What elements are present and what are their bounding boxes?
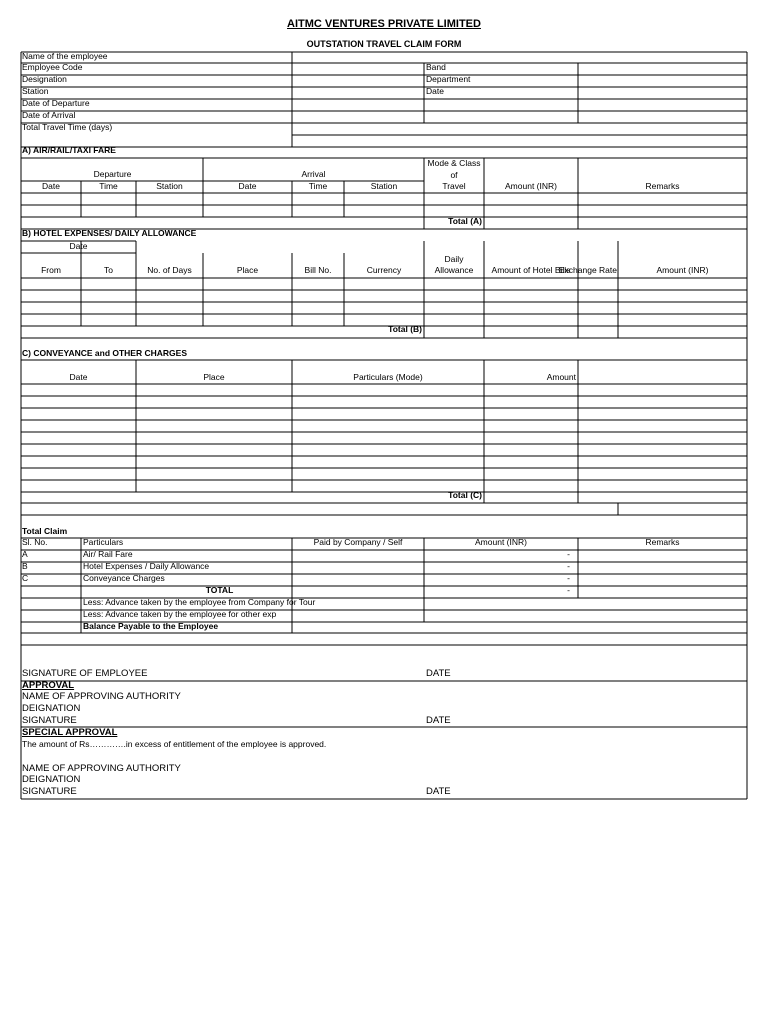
col-arr-date: Date bbox=[238, 181, 257, 191]
tc-col-amount: Amount (INR) bbox=[475, 537, 527, 547]
total-a-label: Total (A) bbox=[448, 216, 482, 226]
section-b-title: B) HOTEL EXPENSES/ DAILY ALLOWANCE bbox=[22, 228, 197, 238]
special-approval-heading: SPECIAL APPROVAL bbox=[22, 727, 118, 738]
c-col-amount: Amount bbox=[546, 372, 576, 382]
special-approval-text: The amount of Rs………….in excess of entitlement of the employee is approved. bbox=[22, 739, 327, 749]
designation-label: Designation bbox=[22, 74, 67, 84]
col-exchange-rate: Exchange Rate bbox=[558, 265, 617, 275]
col-dep-station: Station bbox=[156, 181, 183, 191]
b-date-header: Date bbox=[69, 241, 88, 251]
col-bill: Bill No. bbox=[304, 265, 332, 275]
band-label: Band bbox=[426, 62, 446, 72]
tc-total-label: TOTAL bbox=[205, 585, 234, 595]
tc-row-particulars: Hotel Expenses / Daily Allowance bbox=[83, 561, 210, 571]
section-a-title: A) AIR/RAIL/TAXI FARE bbox=[22, 145, 116, 155]
c-col-particulars: Particulars (Mode) bbox=[353, 372, 423, 382]
arrival-header: Arrival bbox=[301, 169, 326, 179]
tc-balance-payable: Balance Payable to the Employee bbox=[83, 621, 219, 631]
col-dep-time: Time bbox=[99, 181, 118, 191]
tc-row-amount: - bbox=[567, 561, 570, 571]
departure-header: Departure bbox=[93, 169, 132, 179]
col-place: Place bbox=[236, 265, 259, 275]
company-name: AITMC VENTURES PRIVATE LIMITED bbox=[287, 18, 481, 30]
tc-row-sl: A bbox=[22, 549, 28, 559]
mode-header-line3: Travel bbox=[442, 181, 466, 191]
total-b-label: Total (B) bbox=[388, 324, 422, 334]
col-arr-time: Time bbox=[308, 181, 328, 191]
form-title: OUTSTATION TRAVEL CLAIM FORM bbox=[306, 39, 462, 49]
tc-col-remarks: Remarks bbox=[645, 537, 680, 547]
approval-heading: APPROVAL bbox=[22, 680, 75, 691]
col-currency: Currency bbox=[366, 265, 402, 275]
tc-less-advance-tour: Less: Advance taken by the employee from Company for Tour bbox=[83, 597, 316, 607]
approver-name-label: NAME OF APPROVING AUTHORITY bbox=[22, 691, 181, 702]
tc-col-paid: Paid by Company / Self bbox=[313, 537, 403, 547]
tc-row-amount: - bbox=[567, 549, 570, 559]
employee-signature-date: DATE bbox=[426, 668, 451, 679]
col-arr-station: Station bbox=[370, 181, 398, 191]
tc-col-particulars: Particulars bbox=[83, 537, 124, 547]
total-c-label: Total (C) bbox=[448, 490, 482, 500]
mode-header-line1: Mode & Class bbox=[427, 158, 481, 168]
travel-time-label: Total Travel Time (days) bbox=[22, 122, 113, 132]
station-label: Station bbox=[22, 86, 49, 96]
col-da-line2: Allowance bbox=[434, 265, 474, 275]
employee-code-label: Employee Code bbox=[22, 62, 83, 72]
approver-date-label: DATE bbox=[426, 715, 451, 726]
col-hotel-bills: Amount of Hotel Bills bbox=[491, 265, 571, 275]
tc-row-sl: C bbox=[22, 573, 29, 583]
tc-row-particulars: Conveyance Charges bbox=[83, 573, 165, 583]
special-approver-name-label: NAME OF APPROVING AUTHORITY bbox=[22, 763, 181, 774]
tc-row-amount: - bbox=[567, 573, 570, 583]
col-remarks: Remarks bbox=[645, 181, 680, 191]
col-b-amount: Amount (INR) bbox=[656, 265, 709, 275]
section-c-title: C) CONVEYANCE and OTHER CHARGES bbox=[22, 348, 187, 358]
employee-name-label: Name of the employee bbox=[22, 51, 108, 61]
date-label: Date bbox=[426, 86, 444, 96]
mode-header-line2: of bbox=[450, 170, 458, 180]
total-claim-title: Total Claim bbox=[22, 526, 68, 536]
c-col-date: Date bbox=[69, 372, 88, 382]
col-from: From bbox=[41, 265, 61, 275]
approver-signature-label: SIGNATURE bbox=[22, 715, 77, 726]
approver-designation-label: DEIGNATION bbox=[22, 703, 81, 714]
special-approver-date-label: DATE bbox=[426, 786, 451, 797]
departure-date-label: Date of Departure bbox=[22, 98, 90, 108]
col-dep-date: Date bbox=[42, 181, 60, 191]
col-days: No. of Days bbox=[147, 265, 192, 275]
c-col-place: Place bbox=[203, 372, 225, 382]
col-da-line1: Daily bbox=[444, 254, 464, 264]
col-to: To bbox=[104, 265, 113, 275]
tc-total-amount: - bbox=[567, 585, 570, 595]
tc-col-sl: Sl. No. bbox=[22, 537, 48, 547]
tc-less-advance-other: Less: Advance taken by the employee for other exp bbox=[83, 609, 277, 619]
special-approver-designation-label: DEIGNATION bbox=[22, 774, 81, 785]
col-amount: Amount (INR) bbox=[505, 181, 557, 191]
arrival-date-label: Date of Arrival bbox=[22, 110, 76, 120]
department-label: Department bbox=[426, 74, 471, 84]
employee-signature-label: SIGNATURE OF EMPLOYEE bbox=[22, 668, 148, 679]
special-approver-signature-label: SIGNATURE bbox=[22, 786, 77, 797]
tc-row-sl: B bbox=[22, 561, 28, 571]
tc-row-particulars: Air/ Rail Fare bbox=[83, 549, 133, 559]
